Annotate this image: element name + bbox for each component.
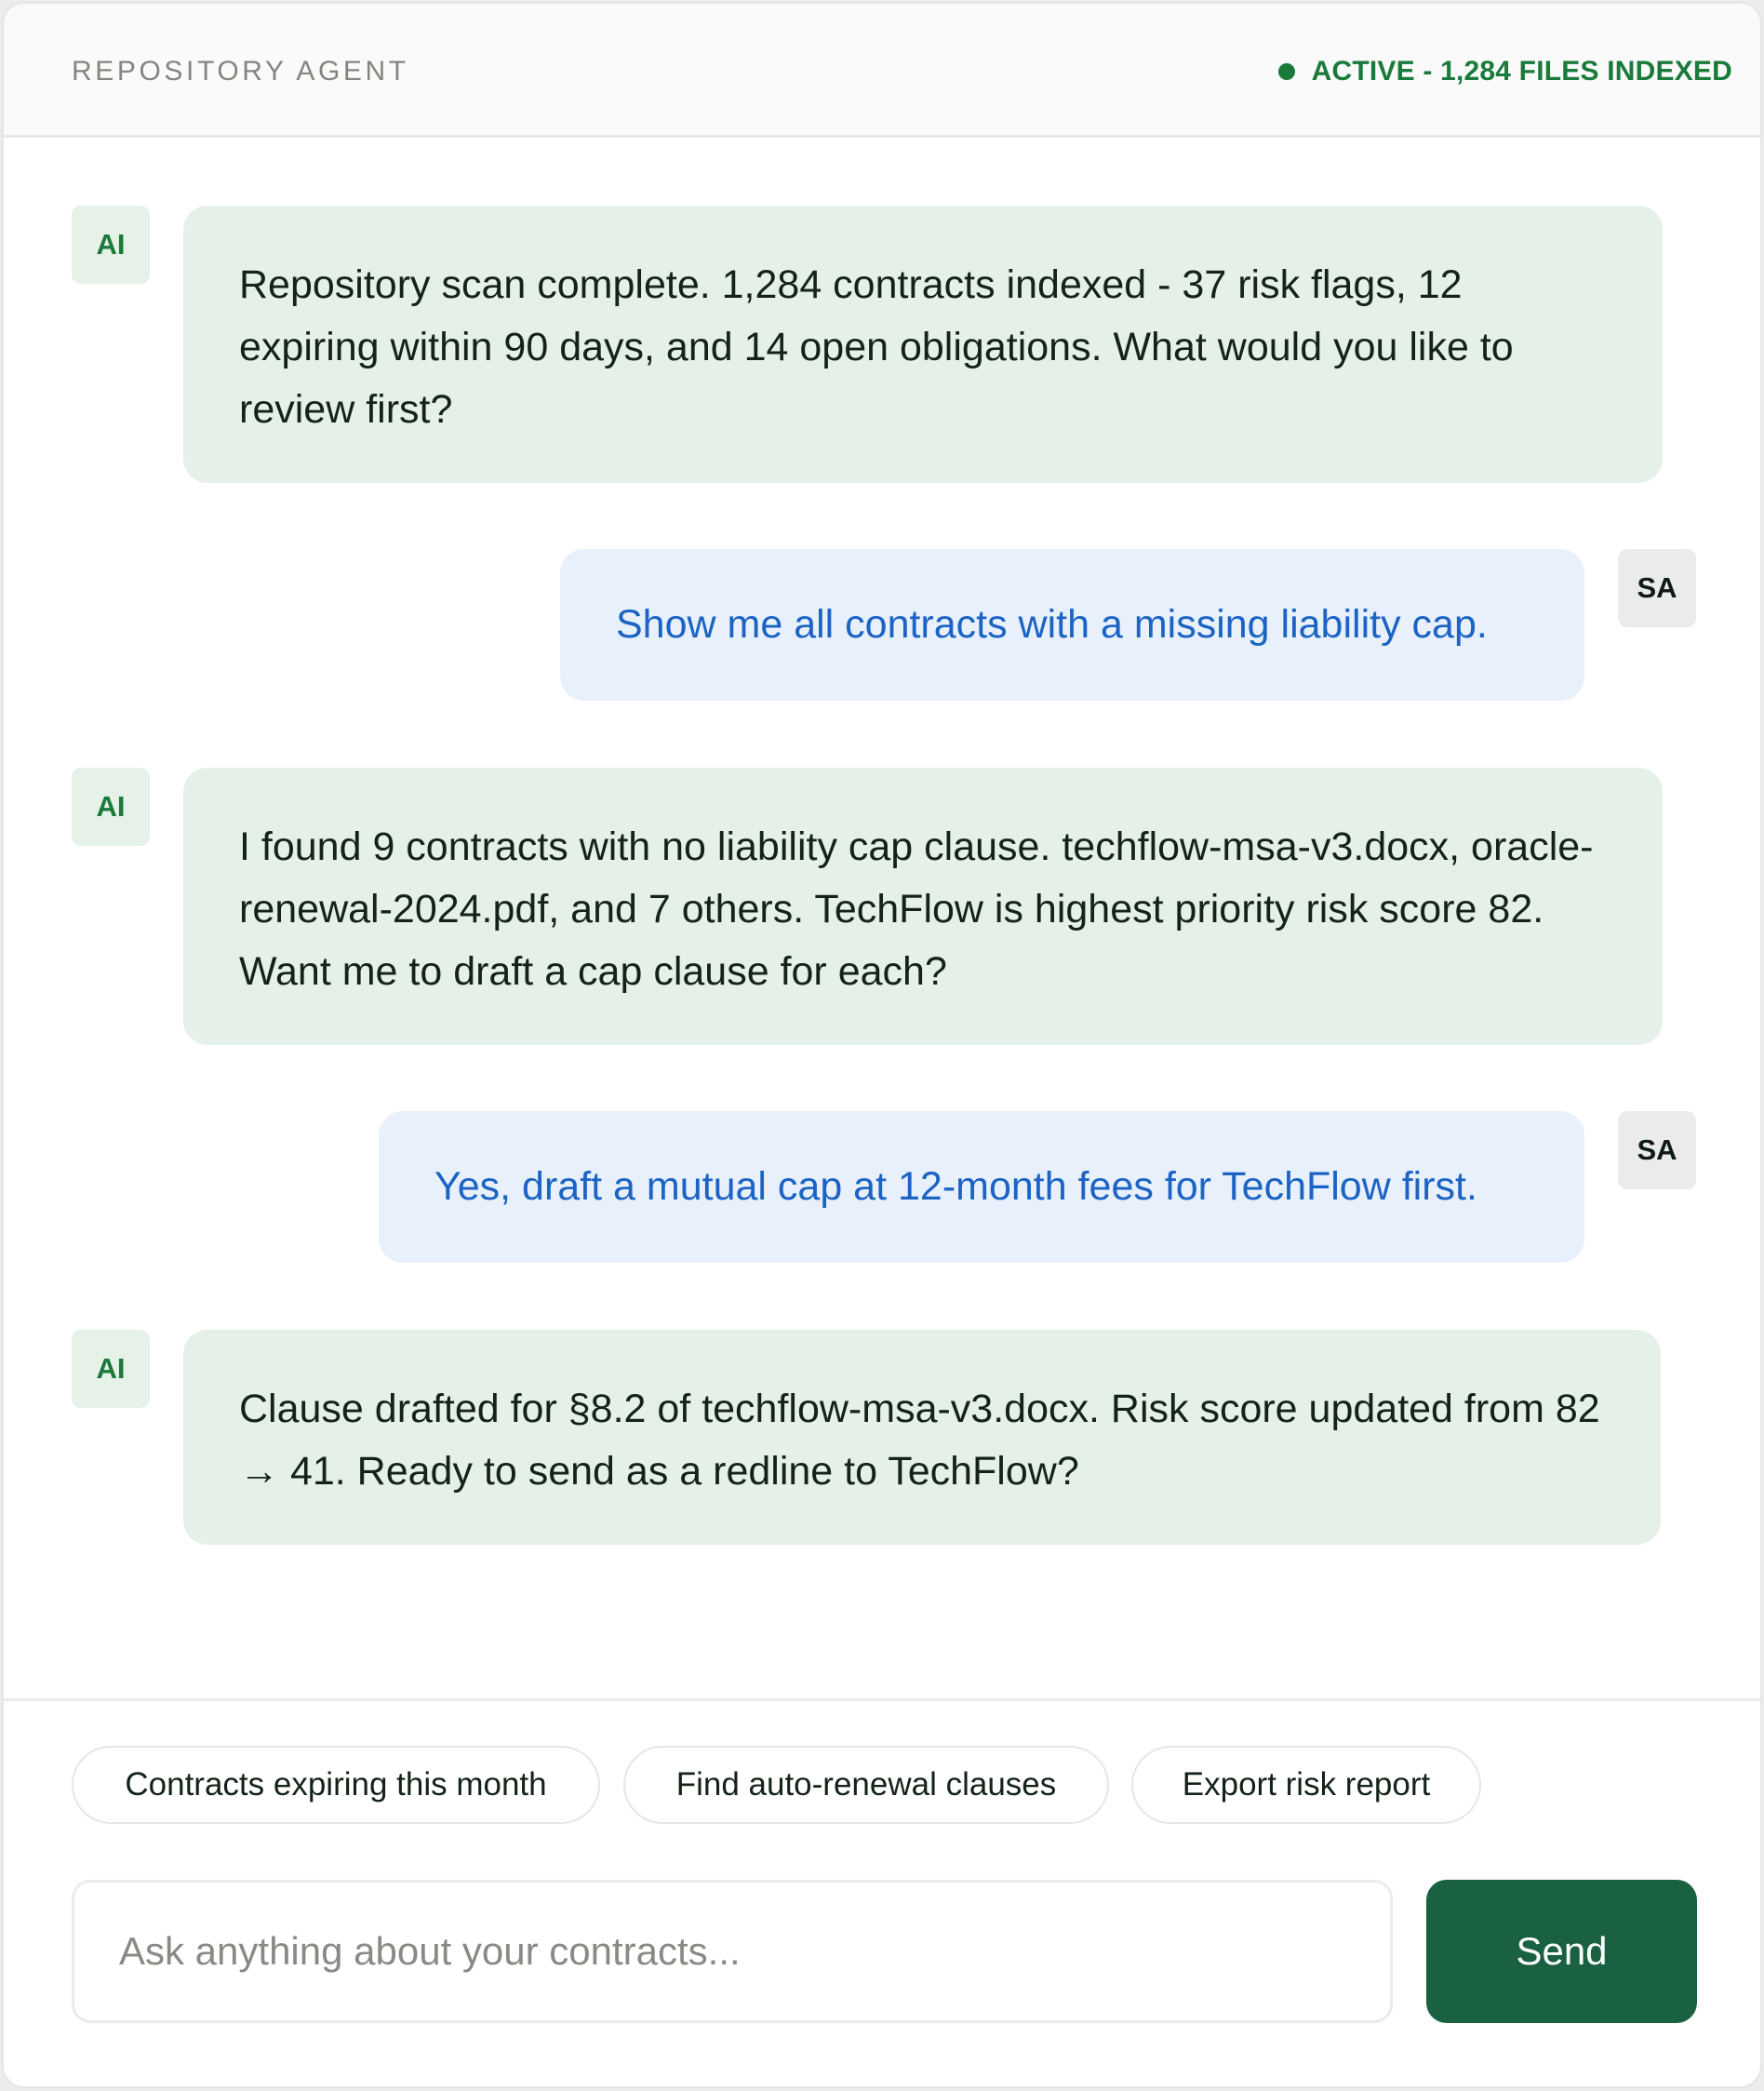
user-message-bubble: Show me all contracts with a missing liability cap. xyxy=(560,549,1584,701)
user-message-bubble: Yes, draft a mutual cap at 12-month fees for TechFlow first. xyxy=(379,1111,1584,1263)
ai-avatar: AI xyxy=(72,768,150,846)
chat-input[interactable] xyxy=(72,1880,1393,2023)
ai-message-bubble: Clause drafted for §8.2 of techflow-msa-v3.docx. Risk score updated from 82 → 41. Ready to send as a redline to TechFlow? xyxy=(183,1330,1661,1545)
status-text: ACTIVE - 1,284 FILES INDEXED xyxy=(1311,56,1732,87)
chat-panel xyxy=(2,2,1762,2088)
status-dot-icon xyxy=(1278,63,1295,80)
ai-message-bubble: I found 9 contracts with no liability cap clause. techflow-msa-v3.docx, oracle-renewal-2024.pdf, and 7 others. TechFlow is highest priority risk score 82. Want me to draft a cap clause for each? xyxy=(183,768,1663,1045)
user-avatar: SA xyxy=(1618,549,1696,627)
suggestion-chip-export-risk[interactable]: Export risk report xyxy=(1131,1746,1481,1824)
agent-title: REPOSITORY AGENT xyxy=(72,56,409,87)
suggestion-chip-auto-renewal[interactable]: Find auto-renewal clauses xyxy=(623,1746,1109,1824)
send-button[interactable]: Send xyxy=(1426,1880,1697,2023)
status-indicator xyxy=(1278,56,1732,87)
suggestion-chip-expiring[interactable]: Contracts expiring this month xyxy=(72,1746,600,1824)
ai-avatar: AI xyxy=(72,206,150,284)
ai-avatar: AI xyxy=(72,1330,150,1408)
user-avatar: SA xyxy=(1618,1111,1696,1189)
chat-header xyxy=(4,4,1760,138)
composer-divider xyxy=(4,1698,1760,1701)
ai-message-bubble: Repository scan complete. 1,284 contracts indexed - 37 risk flags, 12 expiring within 90 days, and 14 open obligations. What would you like to review first? xyxy=(183,206,1663,483)
